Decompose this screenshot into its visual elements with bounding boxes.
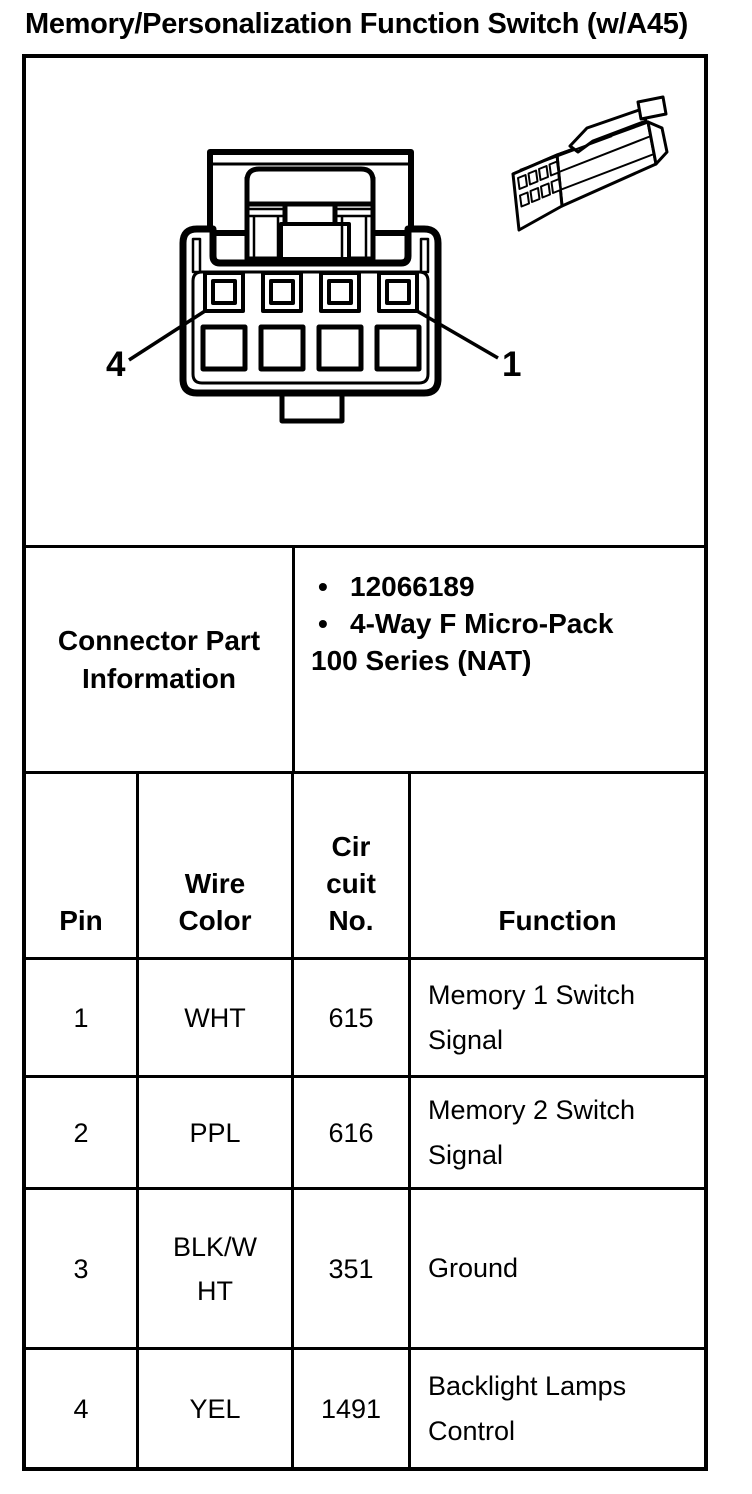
circuit-no-cell: 615 [291, 960, 408, 1075]
pin-callout-1: 1 [502, 345, 522, 384]
connector-front-view [26, 58, 704, 545]
circuit-no-cell: 351 [291, 1190, 408, 1347]
pin-table-header-row [26, 771, 704, 957]
pin-cell: 1 [73, 1002, 89, 1033]
page-title: Memory/Personalization Function Switch (w/A45) [25, 8, 688, 40]
bullet-icon: • [318, 571, 328, 602]
table-row-pin3 [26, 1187, 704, 1347]
connector-type-continuation: 100 Series (NAT) [311, 645, 532, 676]
circuit-no-cell: 616 [291, 1078, 408, 1187]
connector-type: 4-Way F Micro-Pack [350, 608, 614, 639]
circuit-no-cell: 1491 [291, 1350, 408, 1467]
pin-callout-4: 4 [106, 345, 126, 384]
connector-index-tab [282, 393, 342, 421]
wire-color-cell: WHT [136, 960, 291, 1075]
bullet-icon: • [318, 608, 328, 639]
connector-part-info-values [292, 548, 704, 771]
function-cell: Backlight Lamps Control [408, 1350, 704, 1467]
connector-part-info-label [26, 548, 292, 771]
connector-figure-frame [22, 54, 708, 1471]
header-wire-color: Wire Color [136, 774, 291, 957]
pin-cell: 4 [73, 1393, 89, 1424]
table-row-pin2 [26, 1075, 704, 1187]
part-number-item [311, 568, 696, 605]
header-circuit-no: Cir cuit No. [291, 774, 408, 957]
connector-part-info-row [26, 545, 704, 771]
wire-color-cell: BLK/WHT [136, 1190, 291, 1347]
header-pin: Pin [59, 905, 103, 936]
wire-color-cell: PPL [136, 1078, 291, 1187]
connector-type-item [311, 605, 696, 642]
info-label-line1: Connector Part [57, 624, 261, 656]
connector-iso-view [513, 97, 667, 230]
connector-diagram-area [26, 58, 704, 545]
table-row-pin4 [26, 1347, 704, 1467]
function-cell: Ground [408, 1190, 704, 1347]
part-number: 12066189 [350, 571, 475, 602]
table-row-pin1 [26, 957, 704, 1075]
header-function: Function [408, 774, 704, 957]
function-cell: Memory 2 Switch Signal [408, 1078, 704, 1187]
pin-cell: 2 [73, 1117, 89, 1148]
info-label-line2: Information [82, 662, 236, 694]
pin-cell: 3 [73, 1253, 89, 1284]
function-cell: Memory 1 Switch Signal [408, 960, 704, 1075]
wire-color-cell: YEL [136, 1350, 291, 1467]
